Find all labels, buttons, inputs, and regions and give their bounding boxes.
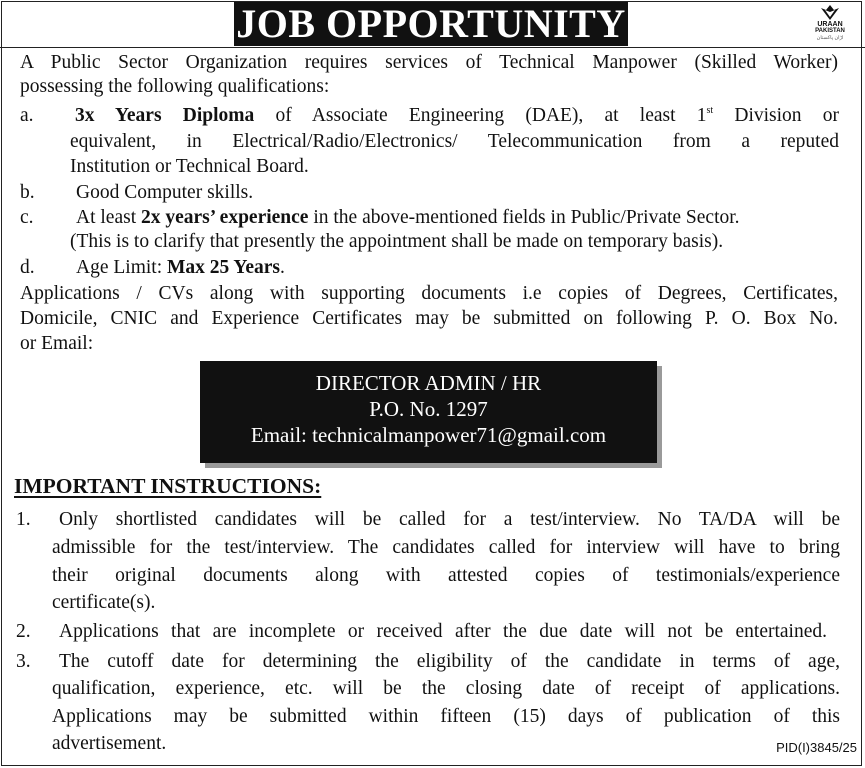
- contact-address-box: [200, 361, 657, 463]
- qualification-marker-c: c.: [20, 207, 34, 228]
- logo-text-pakistan: PAKISTAN: [815, 28, 845, 34]
- qualification-marker-d: d.: [20, 257, 35, 278]
- qualification-a-text-1: of Associate Engineering (DAE), at least 1: [254, 105, 707, 126]
- qualification-c-post: in the above-mentioned fields in Public/Private Sector.: [308, 207, 740, 228]
- instruction-1-line-3: their original documents along with attested copies of testimonials/experience: [52, 565, 840, 586]
- wings-logo-icon: [817, 3, 843, 21]
- instruction-1-line-1: Only shortlisted candidates will be called for a test/interview. No TA/DA will be: [59, 509, 840, 530]
- qualification-a-line-2: equivalent, in Electrical/Radio/Electronics/ Telecommunication from a reputed: [70, 131, 839, 152]
- qualification-c-line-2: (This is to clarify that presently the appointment shall be made on temporary basis).: [70, 231, 724, 252]
- intro-line-2: possessing the following qualifications:: [20, 76, 330, 97]
- instruction-3-line-1: The cutoff date for determining the eligibility of the candidate in terms of age,: [59, 651, 840, 672]
- qualification-d-bold: Max 25 Years: [167, 257, 281, 278]
- instruction-marker-1: 1.: [16, 509, 31, 530]
- applications-line-1: Applications / CVs along with supporting documents i.e copies of Degrees, Certificates,: [20, 283, 838, 304]
- intro-line-1: A Public Sector Organization requires services of Technical Manpower (Skilled Worker): [20, 52, 838, 73]
- instruction-1-line-4: certificate(s).: [52, 592, 156, 613]
- applications-line-2: Domicile, CNIC and Experience Certificates may be submitted on following P. O. Box No.: [20, 308, 838, 329]
- logo-text-uraan: URAAN: [817, 21, 843, 28]
- qualification-b-text: Good Computer skills.: [76, 182, 254, 203]
- instructions-heading: IMPORTANT INSTRUCTIONS:: [14, 474, 322, 498]
- qualification-a-line-1: [75, 104, 839, 128]
- address-line-email: Email: technicalmanpower71@gmail.com: [250, 423, 607, 447]
- qualification-marker-b: b.: [20, 182, 35, 203]
- qualification-d-text: [76, 256, 285, 280]
- uraan-pakistan-logo: [805, 2, 855, 48]
- qualification-c-pre: At least: [76, 207, 141, 228]
- qualification-a-text-2: Division or: [713, 105, 839, 126]
- instruction-3-line-2: qualification, experience, etc. will be the closing date of receipt of applications.: [52, 678, 840, 699]
- address-line-director: DIRECTOR ADMIN / HR: [315, 371, 542, 395]
- applications-line-3: or Email:: [20, 333, 94, 354]
- qualification-marker-a: a.: [20, 105, 34, 126]
- instruction-1-line-2: admissible for the test/interview. The candidates called for interview will have to bring: [52, 537, 840, 558]
- qualification-d-pre: Age Limit:: [76, 257, 167, 278]
- instruction-3-line-3: Applications may be submitted within fifteen (15) days of publication of this: [52, 706, 840, 727]
- instruction-marker-2: 2.: [16, 621, 31, 642]
- qualification-a-bold: 3x Years Diploma: [75, 105, 255, 126]
- qualification-c-bold: 2x years’ experience: [140, 207, 309, 228]
- logo-text-urdu: اڑان پاکستان: [816, 35, 844, 41]
- address-line-po-box: P.O. No. 1297: [369, 397, 488, 421]
- qualification-a-line-3: Institution or Technical Board.: [70, 156, 309, 177]
- page-title: JOB OPPORTUNITY: [234, 2, 628, 46]
- publication-id: PID(I)3845/25: [776, 740, 857, 755]
- instruction-marker-3: 3.: [16, 651, 31, 672]
- qualification-c-line-1: [76, 206, 740, 230]
- instruction-3-line-4: advertisement.: [52, 733, 167, 754]
- header-divider: [0, 47, 865, 48]
- qualification-a-superscript: st: [706, 105, 714, 116]
- instruction-2-line-1: Applications that are incomplete or received after the due date will not be entertained.: [59, 621, 827, 642]
- qualification-d-post: .: [280, 257, 285, 278]
